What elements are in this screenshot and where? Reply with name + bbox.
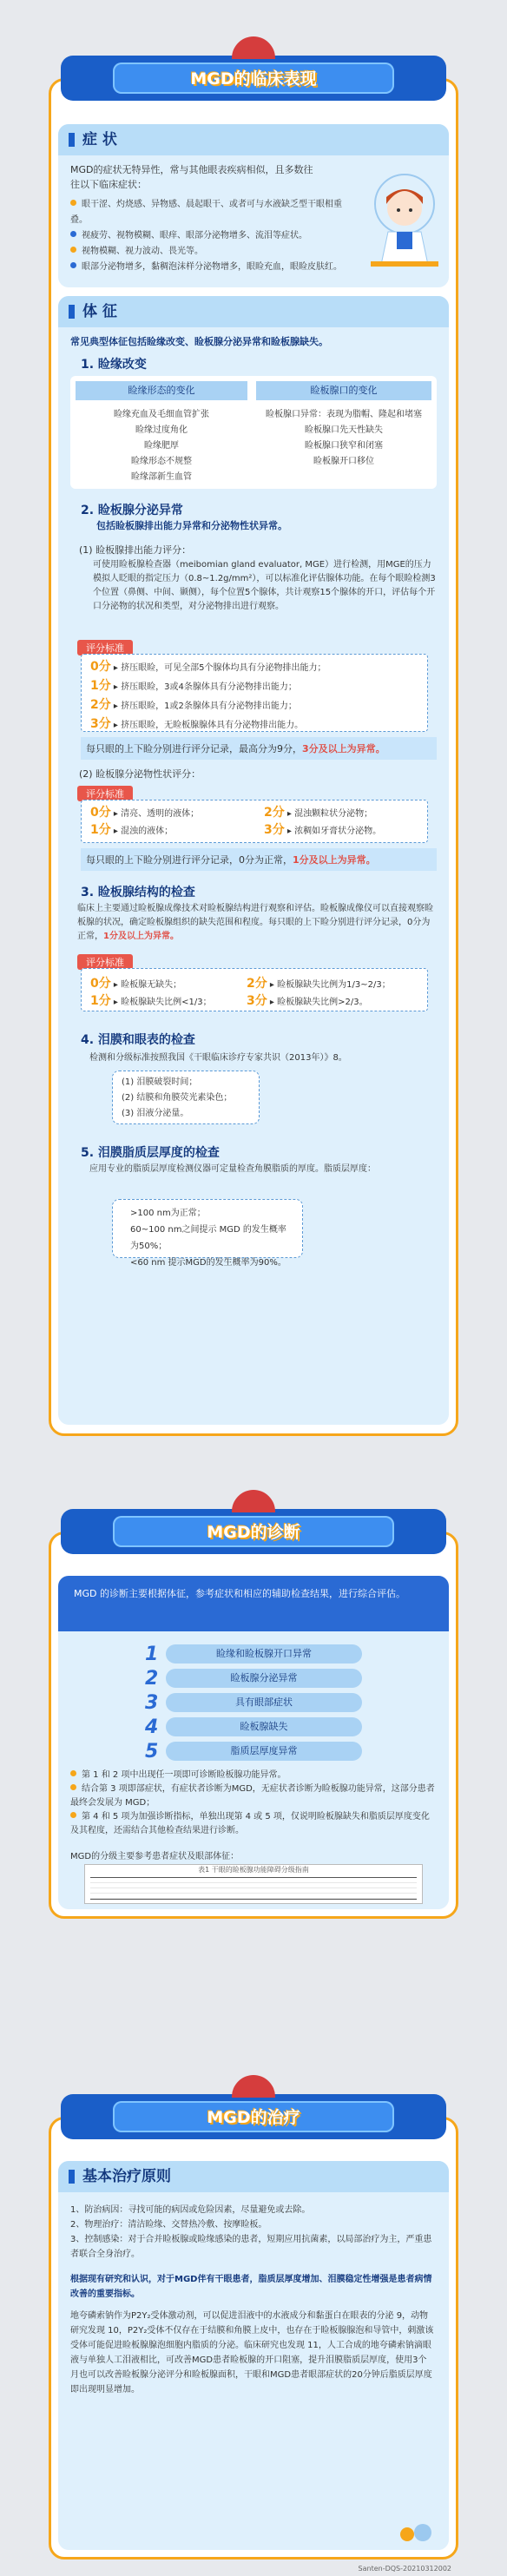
list-item: 第 4 和 5 项为加强诊断指标，单独出现第 4 或 5 项，仅说明睑板腺缺失和脂质层厚度变化及其程度，还需结合其他检查结果进行诊断。 xyxy=(70,1812,430,1835)
list-item: 1 睑缘和睑板腺开口异常 xyxy=(145,1642,362,1666)
doctor-illustration xyxy=(365,169,444,282)
score-row: 2分 ▸ 混浊颗粒状分泌物； xyxy=(264,806,373,820)
signs-panel xyxy=(58,296,449,1425)
list-item: 2 睑板腺分泌异常 xyxy=(145,1666,362,1690)
table-cell: 睑板腺口狭窄和闭塞 xyxy=(305,441,383,451)
score-row: 2分 ▸ 睑板腺缺失比例为1/3~2/3； xyxy=(247,977,391,991)
table-cell: 睑板腺口异常：表现为脂帽、隆起和堵塞 xyxy=(266,410,422,419)
heading-lid-margin: 1. 睑缘改变 xyxy=(81,358,147,372)
diagnosis-intro: MGD 的诊断主要根据体征，参考症状和相应的辅助检查结果，进行综合评估。 xyxy=(58,1576,449,1631)
score-row: 1分 ▸ 混浊的液体； xyxy=(90,823,174,837)
list-item: >100 nm为正常； xyxy=(130,1209,206,1218)
table-header: 睑缘形态的变化 xyxy=(76,381,247,400)
score-row: 1分 ▸ 挤压眼睑，3或4条腺体具有分泌物排出能力； xyxy=(90,679,297,693)
list-item: 4 睑板腺缺失 xyxy=(145,1715,362,1739)
section-title: MGD的诊断 xyxy=(207,1523,300,1542)
list-item: 第 1 和 2 项中出现任一项即可诊断睑板腺功能异常。 xyxy=(70,1769,437,1782)
table-cell: 睑缘肥厚 xyxy=(144,441,179,451)
section-banner xyxy=(61,2094,446,2139)
table-header: 睑板腺口的变化 xyxy=(256,381,431,400)
banner-scallop xyxy=(232,1490,275,1512)
note-b: 每只眼的上下睑分别进行评分记录，0分为正常，1分及以上为异常。 xyxy=(81,848,437,871)
score-row: 1分 ▸ 睑板腺缺失比例<1/3； xyxy=(90,994,212,1008)
score-box-a xyxy=(81,654,428,732)
banner-scallop xyxy=(232,2075,275,2098)
symptoms-title: 症 状 xyxy=(58,124,449,155)
section-card xyxy=(49,1532,458,1919)
p2-title: (2) 睑板腺分泌物性状评分： xyxy=(79,768,201,780)
score-row: 3分 ▸ 睑板腺缺失比例>2/3。 xyxy=(247,994,368,1008)
list-item: <60 nm 提示MGD的发生概率为90%。 xyxy=(130,1258,286,1268)
list-item: 3 具有眼部症状 xyxy=(145,1690,362,1715)
list-item: 1、防治病因：寻找可能的病因或危险因素，尽量避免或去除。 xyxy=(70,2205,311,2215)
list-item: 60~100 nm之间提示 MGD 的发生概率为50%； xyxy=(130,1225,286,1251)
table-cell: 睑缘部新生血管 xyxy=(131,472,192,482)
lipid-text: 应用专业的脂质层厚度检测仪器可定量检查角膜脂质的厚度。脂质层厚度： xyxy=(89,1164,376,1174)
list-item: 视物模糊、视力波动、畏光等。 xyxy=(70,244,357,260)
list-item: 眼干涩、灼烧感、异物感、晨起眼干、或者可与水液缺乏型干眼相重叠。 xyxy=(70,200,342,225)
score-box-b xyxy=(81,800,428,843)
list-item: 眼部分泌物增多，黏稠泡沫样分泌物增多，眼睑充血，眼睑皮肤红。 xyxy=(70,260,357,275)
list-item: (3) 泪液分泌量。 xyxy=(122,1109,189,1118)
grade-text: MGD的分级主要参考患者症状及眼部体征： xyxy=(70,1852,240,1861)
score-tag: 评分标准 xyxy=(77,640,133,656)
section-card xyxy=(49,78,458,1436)
heading-secretion: 2. 睑板腺分泌异常 xyxy=(81,504,183,517)
tearfilm-text: 检测和分级标准按照我国《干眼临床诊疗专家共识（2013年）》8。 xyxy=(89,1053,347,1063)
heading-structure: 3. 睑板腺结构的检查 xyxy=(81,886,195,899)
heading-tearfilm: 4. 泪膜和眼表的检查 xyxy=(81,1033,195,1047)
heading-lipid: 5. 泪膜脂质层厚度的检查 xyxy=(81,1146,220,1160)
score-row: 3分 ▸ 挤压眼睑，无睑板腺腺体具有分泌物排出能力。 xyxy=(90,717,304,731)
score-row: 2分 ▸ 挤压眼睑，1或2条腺体具有分泌物排出能力； xyxy=(90,698,297,712)
p1-title: (1) 睑板腺排出能力评分： xyxy=(79,544,192,556)
signs-title: 体 征 xyxy=(58,296,449,327)
section-banner xyxy=(61,1509,446,1554)
lipid-list xyxy=(112,1199,303,1268)
list-item: 5 脂质层厚度异常 xyxy=(145,1739,362,1763)
table-cell: 睑缘形态不规整 xyxy=(131,457,192,466)
score-row: 0分 ▸ 清亮、透明的液体； xyxy=(90,806,200,820)
score-box-c xyxy=(81,968,428,1011)
lid-table xyxy=(70,376,437,489)
score-tag: 评分标准 xyxy=(77,954,133,970)
treatment-paragraph: 地夸磷索钠作为P2Y₂受体激动剂，可以促进泪液中的水液成分和黏蛋白在眼表的分泌 9，动物研究发现 10，P2Y₂受体不仅存在于结膜和角膜上皮中，也存在于睑板腺腺泡和导管中，刺激该受体可能促进睑板腺腺泡细胞内脂质的分泌。临床研究也发现 11，人工合成的地夸磷索钠滴眼液与单独人工泪液相比，可改善MGD患者睑板腺的开口阻塞，提升泪膜脂质层厚度，使用3个月也可以改善睑板腺分泌评分和睑板腺面积，干眼和MGD患者眼部症状的20分钟后脂质层厚度即出现明显增加。 xyxy=(70,2311,434,2395)
section-title: MGD的临床表现 xyxy=(190,69,317,89)
symptoms-intro: MGD的症状无特异性，常与其他眼表疾病相似，且多数往往以下临床症状： xyxy=(70,164,313,190)
footer-code: Santen-DQS-20210312002 xyxy=(358,2565,451,2573)
banner-scallop xyxy=(232,36,275,59)
table-caption: 表1 干眼的睑板腺功能障碍分级指南 xyxy=(198,1866,309,1874)
treatment-panel xyxy=(58,2161,449,2550)
list-item: 3、控制感染：对于合并睑板腺或睑缘感染的患者，短期应用抗菌素，以局部治疗为主，严重患者联合全身治疗。 xyxy=(70,2235,432,2259)
tearfilm-list xyxy=(112,1071,260,1124)
table-cell: 睑板腺口先天性缺失 xyxy=(305,425,383,435)
treatment-subtitle: 基本治疗原则 xyxy=(58,2161,449,2192)
score-tag: 评分标准 xyxy=(77,786,133,801)
list-item: (1) 泪膜破裂时间； xyxy=(122,1077,198,1087)
table-cell: 睑板腺开口移位 xyxy=(313,457,374,466)
flower-icon xyxy=(397,2522,440,2545)
note-a: 每只眼的上下睑分别进行评分记录，最高分为9分，3分及以上为异常。 xyxy=(81,737,437,760)
score-row: 3分 ▸ 浓稠如牙膏状分泌物。 xyxy=(264,823,382,837)
table-cell: 睑缘充血及毛细血管扩张 xyxy=(114,410,209,419)
table-cell: 睑缘过度角化 xyxy=(135,425,188,435)
treatment-bold: 根据现有研究和认识，对于MGD伴有干眼患者，脂质层厚度增加、泪膜稳定性增强是患者病情改善的重要指标。 xyxy=(70,2275,432,2299)
section-title: MGD的治疗 xyxy=(207,2108,300,2127)
list-item: 2、物理治疗：清洁睑缘、交替热冷敷、按摩睑板。 xyxy=(70,2220,267,2230)
secretion-sub: 包括睑板腺排出能力异常和分泌物性状异常。 xyxy=(96,520,287,531)
symptoms-panel xyxy=(58,124,449,287)
score-row: 0分 ▸ 挤压眼睑，可见全部5个腺体均具有分泌物排出能力； xyxy=(90,660,326,674)
section-banner xyxy=(61,56,446,101)
structure-text: 临床上主要通过睑板腺成像技术对睑板腺结构进行观察和评估。睑板腺成像仪可以直接观察睑板腺的状况，确定睑板腺组织的缺失范围和程度。每只眼的上下睑分别进行评分记录，0分为正常，1分及以上为异常。 xyxy=(77,904,433,941)
grade-table xyxy=(84,1864,423,1904)
score-row: 0分 ▸ 睑板腺无缺失； xyxy=(90,977,182,991)
list-item: 结合第 3 项即部症状，有症状者诊断为MGD，无症状者诊断为睑板腺功能异常，这部分患者最终会发展为 MGD； xyxy=(70,1784,435,1808)
p1-text: 可使用睑板腺检查器（meibomian gland evaluator, MGE）进行检测，用MGE的压力模拟人眨眼的指定压力（0.8~1.2g/mm²），可以标准化评估腺体功能。在每个眼睑检测3个位置（鼻侧、中间、颞侧），每个位置5个腺体，共计观察15个腺体的开口，评估每个开口分泌物的状况和类型，对分泌物排出进行观察。 xyxy=(93,560,436,611)
diagnosis-panel xyxy=(58,1576,449,1909)
list-item: (2) 结膜和角膜荧光素染色； xyxy=(122,1093,233,1103)
signs-intro: 常见典型体征包括睑缘改变、睑板腺分泌异常和睑板腺缺失。 xyxy=(70,336,328,347)
list-item: 视疲劳、视物模糊、眼痒、眼部分泌物增多、流泪等症状。 xyxy=(70,228,357,244)
section-card xyxy=(49,2117,458,2560)
